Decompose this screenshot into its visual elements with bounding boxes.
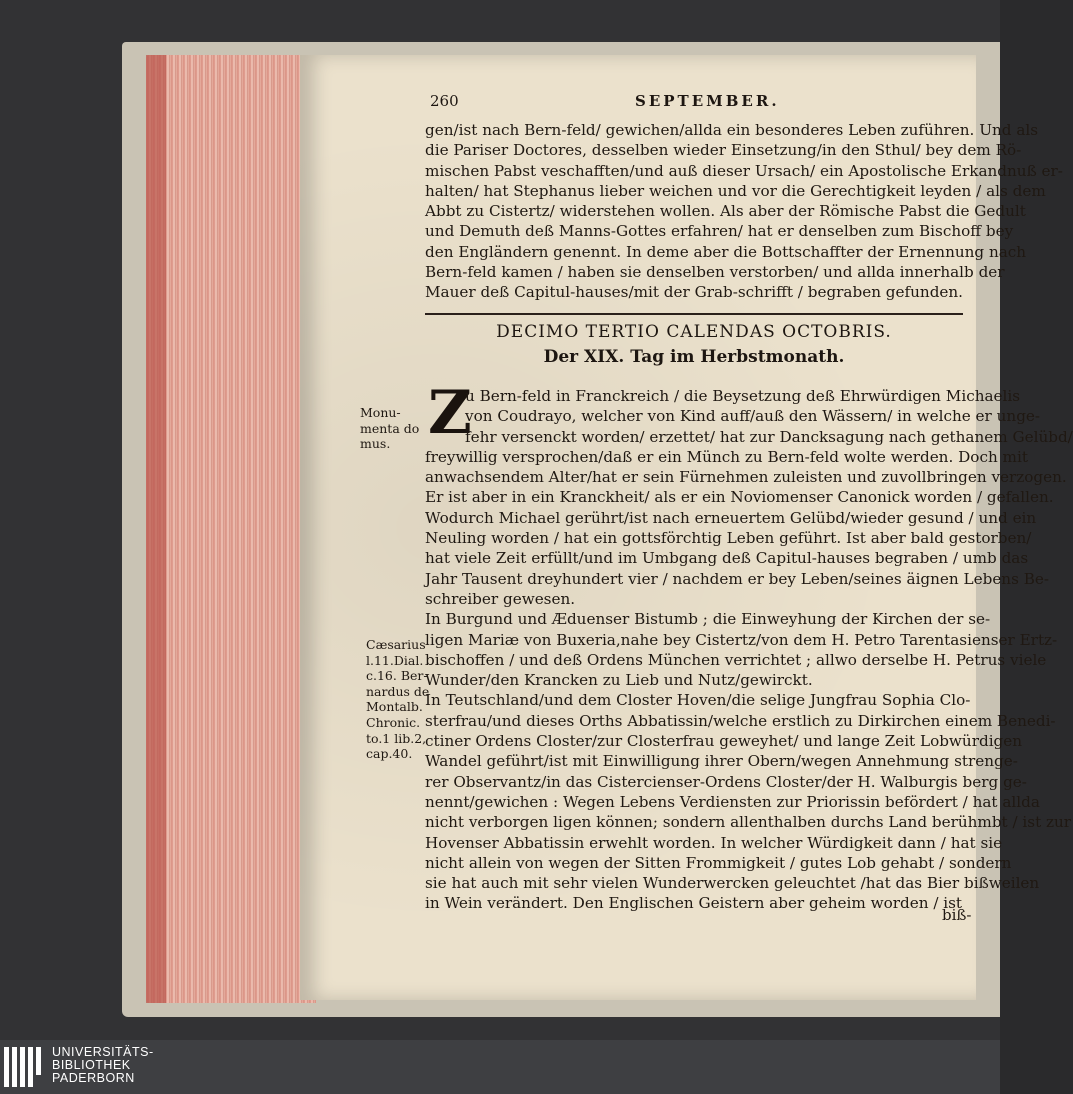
text-line: ctiner Ordens Closter/zur Closterfrau geweyhet/ und lange Zeit Lobwürdigen (425, 732, 1023, 751)
text-line: sie hat auch mit sehr vielen Wunderwercken geleuchtet /hat das Bier bißweilen (425, 874, 1040, 893)
text-line: von Coudrayo, welcher von Kind auff/auß den Wässern/ in welche er unge- (465, 407, 1041, 426)
marginal-note-monumenta (360, 405, 419, 452)
marginal-line: l.11.Dial. (366, 652, 424, 668)
marginal-line: menta do (360, 420, 420, 436)
marginal-line: mus. (360, 436, 391, 452)
marginal-line: Chronic. (366, 714, 421, 730)
text-line: u Bern-feld in Franckreich / die Beysetzung deß Ehrwürdigen Michaelis (465, 387, 1021, 405)
marginal-note-caesarius (366, 637, 429, 762)
paragraph-continued (425, 120, 1063, 303)
drop-cap: Z (428, 378, 472, 448)
library-logo-icon (4, 1047, 46, 1087)
text-line: Er ist aber in ein Kranckheit/ als er ein Noviomenser Canonick worden / gefallen. (425, 488, 1054, 507)
text-line: fehr versenckt worden/ erzettet/ hat zur Dancksagung nach gethanem Gelübd/ (465, 427, 1073, 446)
section-heading-latin: DECIMO TERTIO CALENDAS OCTOBRIS. (496, 322, 892, 342)
logo-line: PADERBORN (52, 1071, 135, 1085)
text-line: Wodurch Michael gerührt/ist nach erneuertem Gelübd/wieder gesund / und ein (425, 508, 1037, 527)
text-line: rer Observantz/in das Cistercienser-Ordens Closter/der H. Walburgis berg ge- (425, 772, 1027, 791)
library-footer (0, 1040, 1000, 1094)
text-line: nicht verborgen ligen können; sondern allenthalben durchs Land berühmbt / ist zur (425, 813, 1072, 832)
marginal-line: Monu- (360, 405, 401, 420)
text-line: hat viele Zeit erfüllt/und im Umbgang deß Capitul-hauses begraben / umb das (425, 549, 1029, 568)
marginal-line: to.1 lib.2, (366, 730, 427, 746)
text-line: bischoffen / und deß Ordens München verrichtet ; allwo derselbe H. Petrus viele (425, 650, 1047, 669)
running-header (430, 92, 965, 112)
section-rule (425, 313, 963, 315)
text-line: freywillig versprochen/daß er ein Münch zu Bern-feld wolte werden. Doch mit (425, 447, 1028, 466)
text-line: die Pariser Doctores, desselben wieder Einsetzung/in den Sthul/ bey dem Rö- (425, 141, 1022, 160)
page-edges (146, 55, 316, 1003)
text-line: Neuling worden / hat ein gottsförchtig Leben geführt. Ist aber bald gestorben/ (425, 529, 1032, 548)
library-logo-text (52, 1046, 154, 1085)
text-line: schreiber gewesen. (425, 589, 576, 608)
text-line: und Demuth deß Manns-Gottes erfahren/ hat er denselben zum Bischoff bey (425, 222, 1014, 241)
text-line: Wunder/den Krancken zu Lieb und Nutz/gewirckt. (425, 671, 813, 690)
text-line: nicht allein von wegen der Sitten Frommigkeit / gutes Lob gehabt / sondern (425, 853, 1012, 872)
marginal-line: nardus de (366, 683, 430, 699)
text-line: Bern-feld kamen / haben sie denselben verstorben/ und allda innerhalb der (425, 263, 1005, 282)
page-number: 260 (430, 92, 459, 110)
paragraph-entries (425, 386, 1073, 914)
text-line: anwachsendem Alter/hat er sein Fürnehmen zuleisten und zuvollbringen verzogen. (425, 468, 1067, 487)
text-line: ligen Mariæ von Buxeria,nahe bey Cistertz/von dem H. Petro Tarentasienser Ertz- (425, 630, 1058, 649)
marginal-line: Montalb. (366, 699, 423, 715)
text-line: Wandel geführt/ist mit Einwilligung ihrer Obern/wegen Annehmung strenge- (425, 752, 1018, 771)
catchword: biß- (942, 906, 972, 924)
marginal-line: c.16. Ber- (366, 668, 428, 684)
text-line: gen/ist nach Bern-feld/ gewichen/allda ein besonderes Leben zuführen. Und als (425, 121, 1039, 139)
text-line: In Burgund und Æduenser Bistumb ; die Einweyhung der Kirchen der se- (425, 610, 991, 629)
text-line: Mauer deß Capitul-hauses/mit der Grab-schrifft / begraben gefunden. (425, 283, 964, 302)
text-line: den Engländern genennt. In deme aber die Bottschaffter der Ernennung nach (425, 242, 1027, 261)
running-title: SEPTEMBER. (635, 92, 780, 110)
logo-line: BIBLIOTHEK (52, 1058, 131, 1072)
marginal-line: Cæsarius (366, 637, 426, 652)
text-line: halten/ hat Stephanus lieber weichen und vor die Gerechtigkeit leyden / als dem (425, 181, 1046, 200)
text-line: In Teutschland/und dem Closter Hoven/die selige Jungfrau Sophia Clo- (425, 691, 971, 710)
marginal-line: cap.40. (366, 746, 413, 762)
text-line: Jahr Tausent dreyhundert vier / nachdem er bey Leben/seines äignen Lebens Be- (425, 569, 1049, 588)
text-line: nennt/gewichen : Wegen Lebens Verdiensten zur Priorissin befördert / hat allda (425, 792, 1040, 811)
section-heading-german: Der XIX. Tag im Herbstmonath. (543, 347, 845, 367)
text-line: in Wein verändert. Den Englischen Geistern aber geheim worden / ist (425, 894, 963, 913)
logo-line: UNIVERSITÄTS- (52, 1045, 154, 1059)
text-line: mischen Pabst veschafften/und auß dieser Ursach/ ein Apostolische Erkandnuß er- (425, 161, 1063, 180)
text-line: Hovenser Abbatissin erwehlt worden. In welcher Würdigkeit dann / hat sie (425, 833, 1003, 852)
text-line: Abbt zu Cistertz/ widerstehen wollen. Als aber der Römische Pabst die Gedult (425, 202, 1026, 221)
text-line: sterfrau/und dieses Orths Abbatissin/welche erstlich zu Dirkirchen einem Benedi- (425, 711, 1056, 730)
